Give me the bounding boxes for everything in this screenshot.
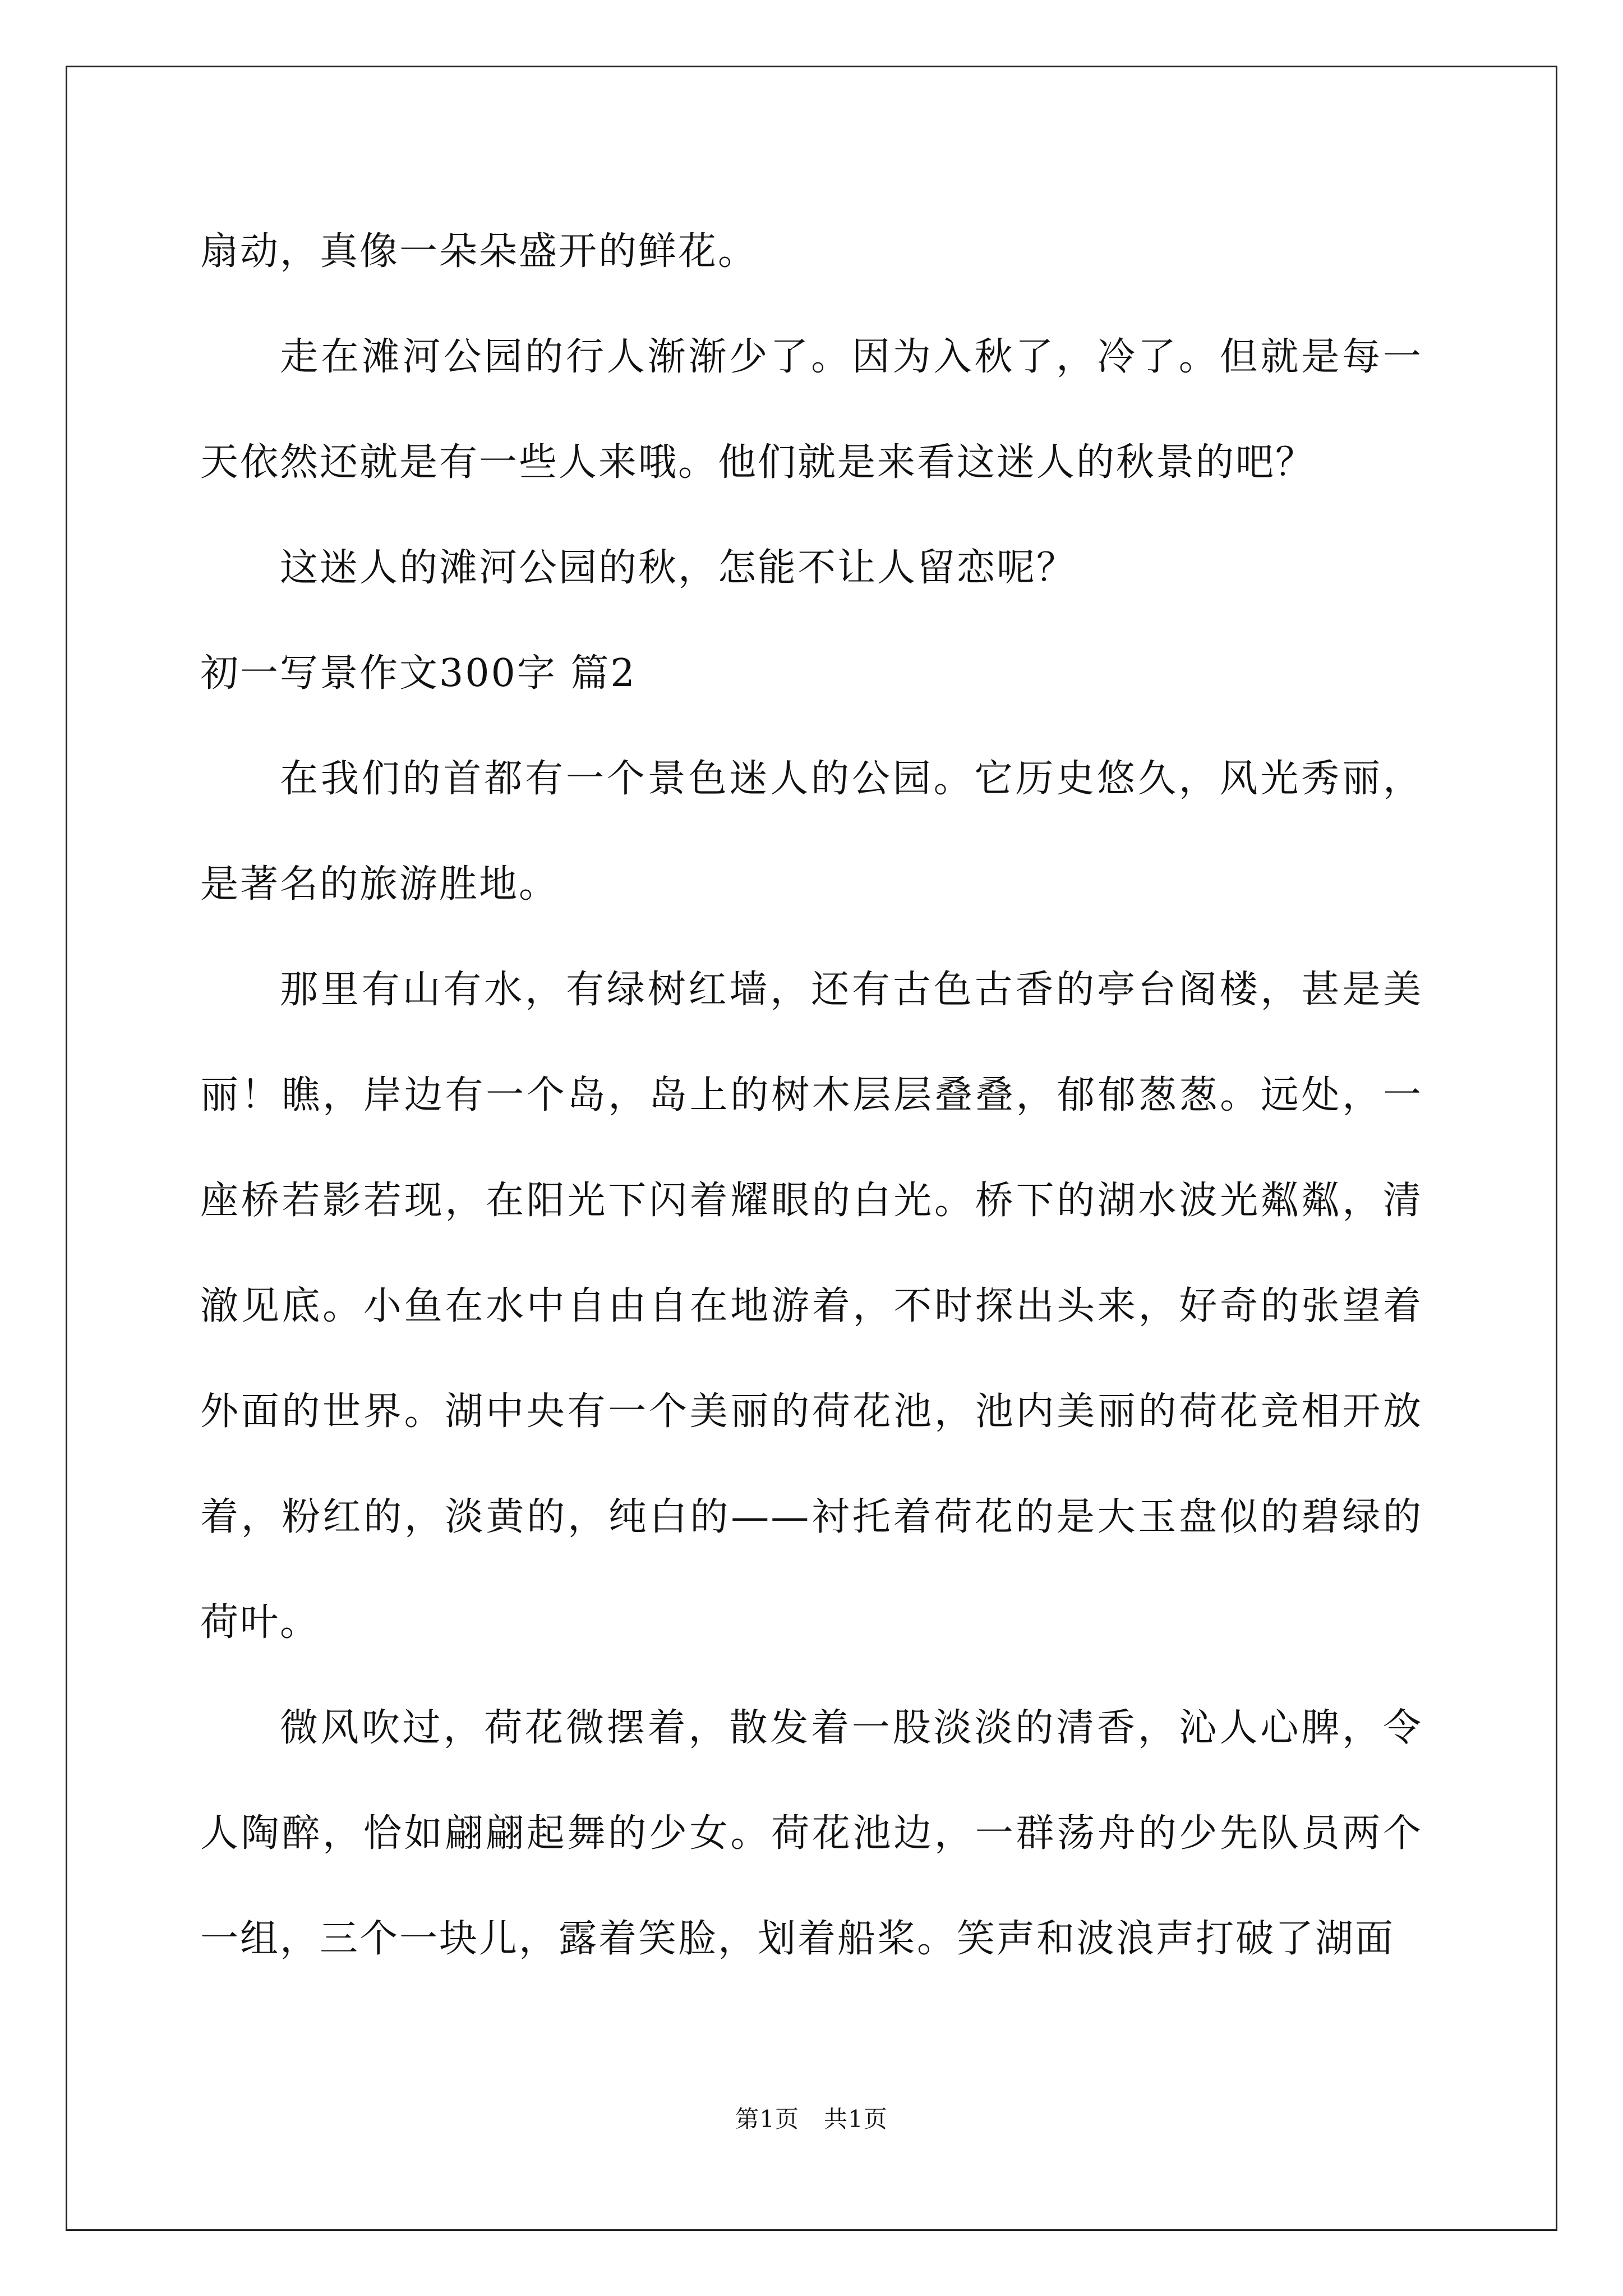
section-heading: 初一写景作文300字 篇2 bbox=[200, 651, 637, 696]
page-footer bbox=[0, 2101, 1623, 2134]
paragraph: 在我们的首都有一个景色迷人的公园。它历史悠久，风光秀丽，是著名的旅游胜地。 bbox=[200, 757, 1423, 907]
paragraph: 这迷人的滩河公园的秋，怎能不让人留恋呢？ bbox=[280, 546, 1077, 590]
paragraph: 那里有山有水，有绿树红墙，还有古色古香的亭台阁楼，甚是美丽！瞧，岸边有一个岛，岛上的树木层层叠叠，郁郁葱葱。远处，一座桥若影若现，在阳光下闪着耀眼的白光。桥下的湖水波光粼粼，清澈见底。小鱼在水中自由自在地游着，不时探出头来，好奇的张望着外面的世界。湖中央有一个美丽的荷花池，池内美丽的荷花竞相开放着，粉红的，淡黄的，纯白的——衬托着荷花的是大玉盘似的碧绿的荷叶。 bbox=[200, 968, 1423, 1645]
document-body bbox=[200, 199, 1423, 1992]
paragraph: 走在滩河公园的行人渐渐少了。因为入秋了，冷了。但就是每一天依然还就是有一些人来哦。他们就是来看这迷人的秋景的吧？ bbox=[200, 335, 1423, 485]
paragraph-continuation: 扇动，真像一朵朵盛开的鲜花。 bbox=[200, 229, 758, 274]
paragraph: 微风吹过，荷花微摆着，散发着一股淡淡的清香，沁人心脾，令人陶醉，恰如翩翩起舞的少女。荷花池边，一群荡舟的少先队员两个一组，三个一块儿，露着笑脸，划着船桨。笑声和波浪声打破了湖面 bbox=[200, 1706, 1423, 1961]
page-number: 第1页 bbox=[735, 2105, 799, 2133]
page-total: 共1页 bbox=[824, 2105, 888, 2133]
